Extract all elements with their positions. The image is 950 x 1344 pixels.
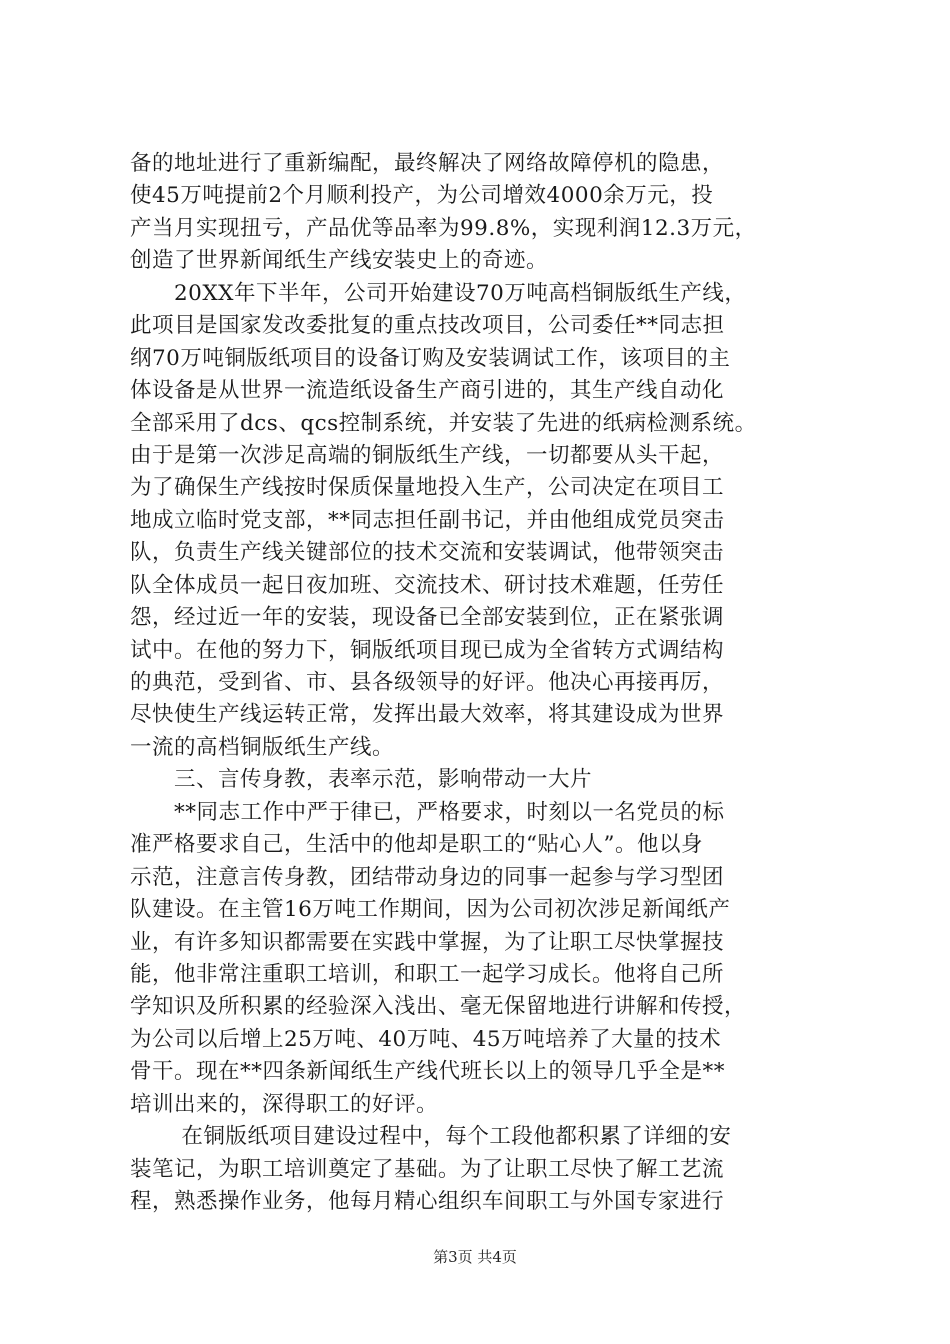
text-line: 此项目是国家发改委批复的重点技改项目，公司委任**同志担 <box>130 313 725 339</box>
text-line: 体设备是从世界一流造纸设备生产商引进的，其生产线自动化 <box>130 378 725 404</box>
text-line: 队建设。在主管16万吨工作期间，因为公司初次涉足新闻纸产 <box>130 897 731 923</box>
text-line: 能，他非常注重职工培训，和职工一起学习成长。他将自己所 <box>130 961 725 987</box>
text-line: 创造了世界新闻纸生产线安装史上的奇迹。 <box>130 248 549 274</box>
text-line: 业，有许多知识都需要在实践中掌握，为了让职工尽快掌握技 <box>130 929 725 955</box>
page-number-footer: 第3页 共4页 <box>433 1248 517 1266</box>
document-body <box>130 148 830 1218</box>
text-line: **同志工作中严于律已，严格要求，时刻以一名党员的标 <box>130 799 725 825</box>
text-line: 由于是第一次涉足高端的铜版纸生产线，一切都要从头干起， <box>130 442 725 468</box>
text-line: 一流的高档铜版纸生产线。 <box>130 734 395 760</box>
text-line: 纲70万吨铜版纸项目的设备订购及安装调试工作，该项目的主 <box>130 345 731 371</box>
text-line: 为公司以后增上25万吨、40万吨、45万吨培养了大量的技术 <box>130 1026 722 1052</box>
text-line: 试中。在他的努力下，铜版纸项目现已成为全省转方式调结构 <box>130 637 725 663</box>
text-line: 骨干。现在**四条新闻纸生产线代班长以上的领导几乎全是** <box>130 1059 726 1085</box>
text-line: 装笔记，为职工培训奠定了基础。为了让职工尽快了解工艺流 <box>130 1156 725 1182</box>
text-line: 地成立临时党支部，**同志担任副书记，并由他组成党员突击 <box>130 507 725 533</box>
text-line: 备的地址进行了重新编配，最终解决了网络故障停机的隐患， <box>130 151 725 176</box>
text-line: 的典范，受到省、市、县各级领导的好评。他决心再接再厉， <box>130 670 725 695</box>
text-line: 准严格要求自己，生活中的他却是职工的“贴心人”。他以身 <box>130 832 703 858</box>
text-line: 为了确保生产线按时保质保量地投入生产，公司决定在项目工 <box>130 475 725 501</box>
text-line: 使45万吨提前2个月顺利投产，为公司增效4000余万元，投 <box>130 183 714 209</box>
text-line: 20XX年下半年，公司开始建设70万吨高档铜版纸生产线， <box>130 280 747 306</box>
text-line: 产当月实现扭亏，产品优等品率为99.8%，实现利润12.3万元， <box>130 215 757 241</box>
text-line: 学知识及所积累的经验深入浅出、毫无保留地进行讲解和传授， <box>130 994 747 1020</box>
text-line: 程，熟悉操作业务，他每月精心组织车间职工与外国专家进行 <box>130 1189 725 1214</box>
text-line: 怨，经过近一年的安装，现设备已全部安装到位，正在紧张调 <box>130 605 725 631</box>
text-line: 队全体成员一起日夜加班、交流技术、研讨技术难题，任劳任 <box>130 572 725 598</box>
text-line: 示范，注意言传身教，团结带动身边的同事一起参与学习型团 <box>130 864 725 890</box>
text-line: 在铜版纸项目建设过程中，每个工段他都积累了详细的安 <box>130 1124 732 1150</box>
text-line: 尽快使生产线运转正常，发挥出最大效率，将其建设成为世界 <box>130 702 725 728</box>
text-line: 队，负责生产线关键部位的技术交流和安装调试，他带领突击 <box>130 540 725 566</box>
text-line: 培训出来的，深得职工的好评。 <box>130 1091 439 1117</box>
text-line: 全部采用了dcs、qcs控制系统，并安装了先进的纸病检测系统。 <box>130 410 757 436</box>
section-heading: 三、言传身教，表率示范，影响带动一大片 <box>130 767 593 793</box>
